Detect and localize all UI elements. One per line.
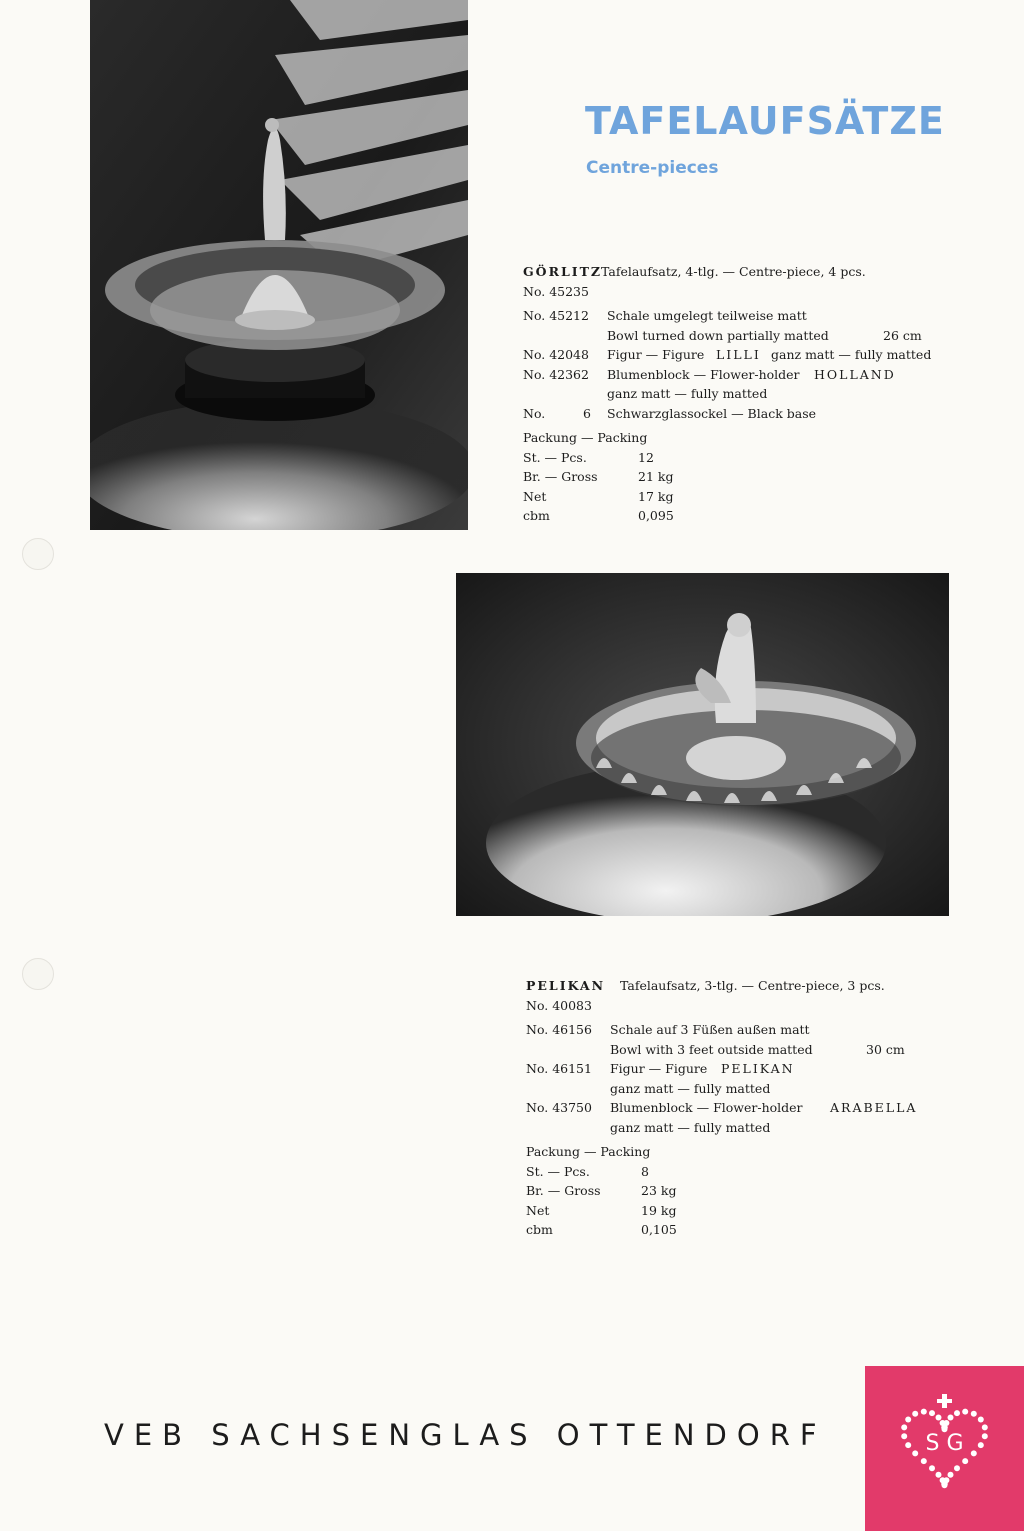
- heart-dot: [940, 1477, 946, 1483]
- product-heading-text: Tafelaufsatz, 4-tlg. — Centre-piece, 4 pcs.: [601, 264, 866, 279]
- item-size: 30 cm: [866, 1041, 905, 1057]
- heart-dot: [912, 1411, 918, 1417]
- packing-row-value: 12: [638, 449, 654, 465]
- packing-label: Packung — Packing: [523, 430, 648, 445]
- item-emph: HOLLAND: [814, 366, 896, 382]
- packing-row-value: 19 kg: [641, 1202, 677, 1218]
- item-number: No.: [523, 405, 546, 421]
- item-desc: Blumenblock — Flower-holder: [610, 1100, 803, 1115]
- item-emph: ARABELLA: [830, 1100, 918, 1115]
- packing-row-label: St. — Pcs.: [523, 449, 587, 465]
- heart-dot: [978, 1442, 984, 1448]
- item-desc-en: Bowl with 3 feet outside matted: [610, 1041, 813, 1057]
- heart-dot: [901, 1424, 907, 1430]
- item-emph: PELIKAN: [721, 1061, 795, 1076]
- item-emph: LILLI: [716, 347, 761, 362]
- logo-letters: S G: [925, 1431, 964, 1456]
- heart-dot: [921, 1458, 927, 1464]
- heart-dot: [929, 1410, 935, 1416]
- item-desc-line2: ganz matt — fully matted: [610, 1080, 771, 1096]
- heart-dot: [948, 1415, 954, 1421]
- item-number: No. 46156: [526, 1022, 592, 1037]
- heart-dot: [954, 1410, 960, 1416]
- item-desc: Schwarzglassockel — Black base: [607, 405, 817, 421]
- packing-row-label: Br. — Gross: [526, 1183, 601, 1198]
- item-desc-en: Bowl turned down partially matted: [607, 327, 829, 343]
- set-number: No. 40083: [526, 997, 592, 1013]
- item-desc-de: Schale umgelegt teilweise matt: [607, 308, 807, 323]
- page-subtitle: Centre-pieces: [586, 158, 719, 178]
- packing-row-label: Br. — Gross: [523, 469, 598, 484]
- punch-hole: [22, 958, 54, 990]
- company-logo: [865, 1366, 1024, 1531]
- packing-row-label: Net: [523, 488, 547, 504]
- item-number: No. 45212: [523, 308, 589, 323]
- packing-row-value: 23 kg: [641, 1183, 677, 1198]
- packing-row-label: cbm: [526, 1222, 553, 1237]
- heart-dot: [971, 1411, 977, 1417]
- page-title: TAFELAUFSÄTZE: [585, 99, 945, 143]
- item-number: No. 42048: [523, 347, 589, 362]
- heart-dot: [905, 1442, 911, 1448]
- packing-row-label: cbm: [523, 508, 550, 523]
- item-number: No. 42362: [523, 366, 589, 382]
- item-desc: Figur — Figure: [610, 1061, 708, 1076]
- set-number: No. 45235: [523, 283, 589, 299]
- heart-dot: [901, 1433, 907, 1439]
- punch-hole: [22, 538, 54, 570]
- product-heading-text: Tafelaufsatz, 3-tlg. — Centre-piece, 3 pcs.: [620, 978, 885, 993]
- item-desc-line2: ganz matt — fully matted: [610, 1119, 771, 1135]
- heart-dot: [912, 1450, 918, 1456]
- item-desc: Figur — Figure: [607, 347, 705, 362]
- item-desc-rest: ganz matt — fully matted: [771, 347, 932, 362]
- item-desc-de: Schale auf 3 Füßen außen matt: [610, 1022, 810, 1037]
- product-photo-goerlitz: [90, 0, 468, 530]
- item-desc-line2: ganz matt — fully matted: [607, 386, 768, 401]
- product-photo-pelikan: [456, 573, 949, 916]
- heart-dot: [978, 1417, 984, 1423]
- packing-row-value: 8: [641, 1163, 649, 1179]
- heart-dot: [948, 1472, 954, 1478]
- heart-dot: [941, 1425, 947, 1431]
- packing-row-value: 21 kg: [638, 469, 674, 484]
- item-size: 26 cm: [883, 327, 922, 343]
- company-name: VEB SACHSENGLAS OTTENDORF: [104, 1418, 827, 1452]
- item-number-value: 6: [583, 405, 591, 421]
- heart-dot: [982, 1433, 988, 1439]
- heart-dot: [971, 1450, 977, 1456]
- packing-row-label: Net: [526, 1202, 550, 1218]
- packing-row-value: 17 kg: [638, 488, 674, 504]
- heart-dot: [962, 1458, 968, 1464]
- packing-label: Packung — Packing: [526, 1144, 651, 1159]
- heart-dot: [954, 1465, 960, 1471]
- packing-row-value: 0,095: [638, 508, 674, 523]
- packing-row-value: 0,105: [641, 1222, 677, 1237]
- item-number: No. 46151: [526, 1061, 592, 1076]
- product-name: PELIKAN: [526, 978, 606, 993]
- heart-dot: [936, 1415, 942, 1421]
- heart-dot: [962, 1409, 968, 1415]
- heart-dot: [929, 1465, 935, 1471]
- product-name: GÖRLITZ: [523, 264, 603, 279]
- heart-dot: [982, 1424, 988, 1430]
- heart-dot: [936, 1472, 942, 1478]
- heart-dot: [905, 1417, 911, 1423]
- packing-row-label: St. — Pcs.: [526, 1163, 590, 1179]
- item-number: No. 43750: [526, 1100, 592, 1115]
- heart-dot: [921, 1409, 927, 1415]
- item-desc: Blumenblock — Flower-holder: [607, 366, 800, 382]
